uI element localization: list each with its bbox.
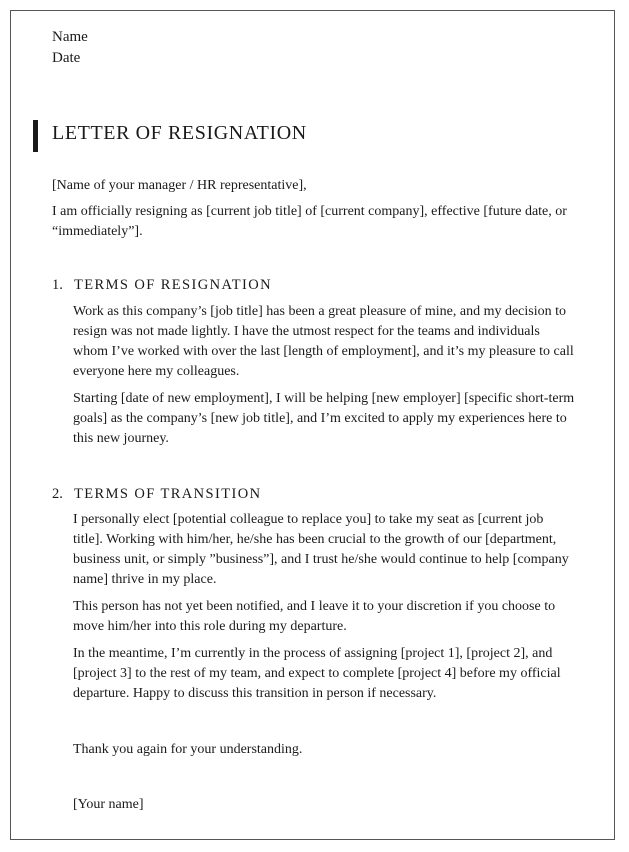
paragraph: Starting [date of new employment], I will be helping [new employer] [specific short-term goals] as the company’s [new job title], and I’m excited to apply my experiences here to this new journey. xyxy=(73,391,575,446)
letter-date: Date xyxy=(52,50,81,66)
signature-line: [Your name] xyxy=(73,797,144,812)
resignation-statement: I am officially resigning as [current job title] of [current company], effective [future date, or “immediately”]. xyxy=(52,204,567,239)
sender-header xyxy=(52,27,88,69)
section-body-transition xyxy=(73,510,575,711)
paragraph: I personally elect [potential colleague to replace you] to take my seat as [current job title]. Working with him/her, he/she has been crucial to the growth of our [department, business unit, or simply ”business”], and I trust he/she would continue to help [company name] thrive in my place. xyxy=(73,512,569,587)
section-title: TERMS OF RESIGNATION xyxy=(74,277,272,293)
paragraph: Work as this company’s [job title] has been a great pleasure of mine, and my decision to resign was not made lightly. I have the utmost respect for the teams and individuals whom I’ve worked with over the last [length of employment], and it’s my pleasure to call everyone here my colleagues. xyxy=(73,304,574,379)
section-number: 1. xyxy=(52,277,63,293)
section-heading-transition xyxy=(52,484,261,504)
section-body-resignation xyxy=(73,302,575,456)
letter-page xyxy=(10,10,615,840)
sender-name: Name xyxy=(52,29,88,45)
paragraph: In the meantime, I’m currently in the process of assigning [project 1], [project 2], and [project 3] to the rest of my team, and expect to complete [project 4] before my official departure. Happy to discuss this transition in person if necessary. xyxy=(73,646,561,701)
paragraph: This person has not yet been notified, and I leave it to your discretion if you choose to move him/her into this role during my departure. xyxy=(73,599,556,634)
title-accent-bar xyxy=(33,120,38,152)
intro-block xyxy=(52,176,572,248)
section-number: 2. xyxy=(52,486,63,502)
closing-thanks: Thank you again for your understanding. xyxy=(73,742,303,757)
section-title: TERMS OF TRANSITION xyxy=(74,486,262,502)
letter-title: LETTER OF RESIGNATION xyxy=(52,122,307,144)
section-heading-resignation xyxy=(52,275,272,295)
salutation: [Name of your manager / HR representative], xyxy=(52,178,307,193)
